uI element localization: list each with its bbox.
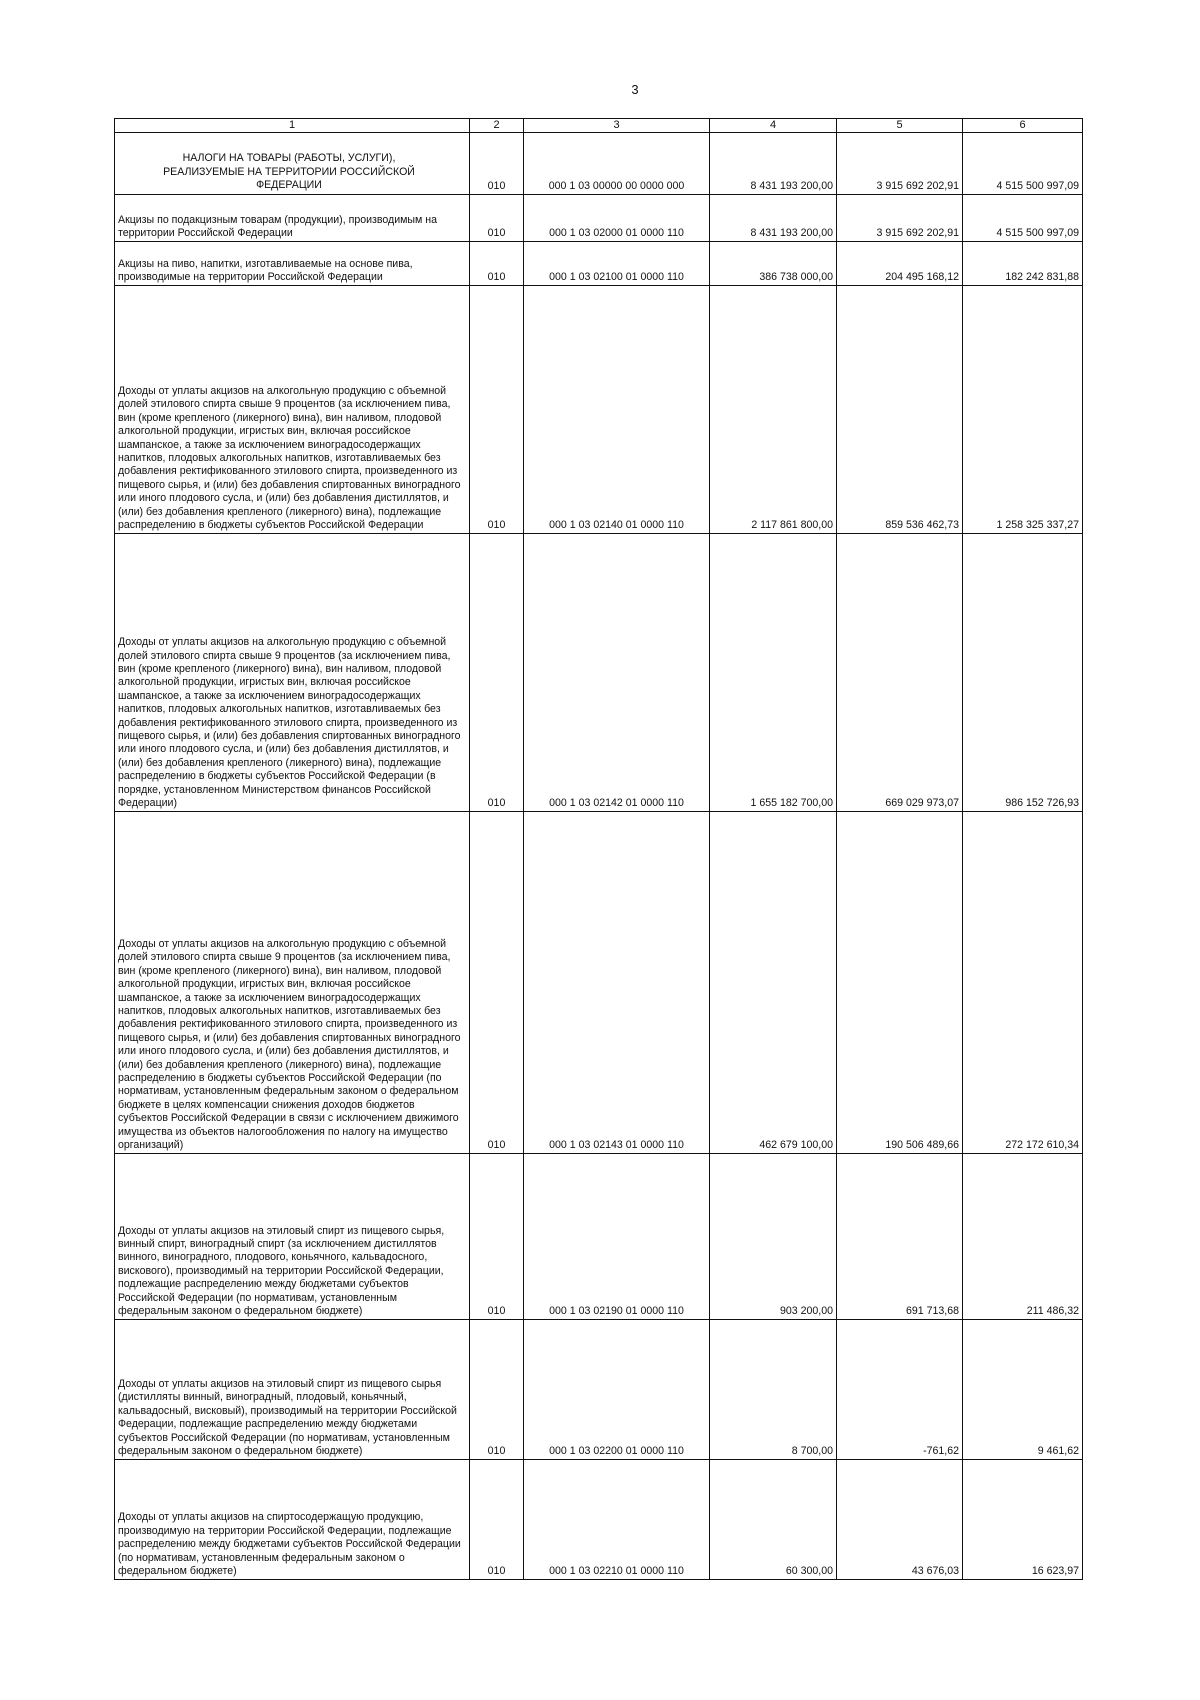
row-name: Акцизы на пиво, напитки, изготавливаемые на основе пива, производимые на территории Российской Федерации <box>115 242 470 286</box>
table-header-row <box>115 119 1083 133</box>
row-budget-code: 000 1 03 02000 01 0000 110 <box>524 195 710 242</box>
row-col5-value: -761,62 <box>837 1320 963 1460</box>
row-col6-value: 182 242 831,88 <box>963 242 1083 286</box>
header-col-1: 1 <box>115 119 470 133</box>
row-budget-code: 000 1 03 00000 00 0000 000 <box>524 133 710 195</box>
table-row <box>115 195 1083 242</box>
header-col-6: 6 <box>963 119 1083 133</box>
header-col-2: 2 <box>470 119 524 133</box>
row-name: Доходы от уплаты акцизов на этиловый спирт из пищевого сырья, винный спирт, виноградный спирт (за исключением дистиллятов винного, виноградного, плодового, коньячного, кальвадосного, вискового), производимый на территории Российской Федерации, подлежащие распределению между бюджетами субъектов Российской Федерации (по нормативам, установленным федеральным законом о федеральном бюджете) <box>115 1154 470 1320</box>
row-col5-value: 204 495 168,12 <box>837 242 963 286</box>
table-row <box>115 286 1083 534</box>
row-col6-value: 4 515 500 997,09 <box>963 195 1083 242</box>
row-col5-value: 859 536 462,73 <box>837 286 963 534</box>
row-name: НАЛОГИ НА ТОВАРЫ (РАБОТЫ, УСЛУГИ), РЕАЛИЗУЕМЫЕ НА ТЕРРИТОРИИ РОССИЙСКОЙ ФЕДЕРАЦИИ <box>115 133 470 195</box>
table-row <box>115 133 1083 195</box>
row-budget-code: 000 1 03 02143 01 0000 110 <box>524 812 710 1154</box>
row-col4-value: 8 431 193 200,00 <box>710 133 837 195</box>
table-row <box>115 242 1083 286</box>
row-name: Акцизы по подакцизным товарам (продукции), производимым на территории Российской Федерации <box>115 195 470 242</box>
row-budget-code: 000 1 03 02200 01 0000 110 <box>524 1320 710 1460</box>
table-row <box>115 534 1083 812</box>
row-line-code: 010 <box>470 534 524 812</box>
row-col4-value: 903 200,00 <box>710 1154 837 1320</box>
row-col6-value: 986 152 726,93 <box>963 534 1083 812</box>
table-row <box>115 1320 1083 1460</box>
row-col5-value: 669 029 973,07 <box>837 534 963 812</box>
row-name: Доходы от уплаты акцизов на алкогольную продукцию с объемной долей этилового спирта свыше 9 процентов (за исключением пива, вин (кроме крепленого (ликерного) вина), вин наливом, плодовой алкогольной продукции, игристых вин, включая российское шампанское, а также за исключением виноградосодержащих напитков, плодовых алкогольных напитков, изготавливаемых без добавления ректификованного этилового спирта, произведенного из пищевого сырья, и (или) без добавления спиртованных виноградного или иного плодового сусла, и (или) без добавления дистиллятов, и (или) без добавления крепленого (ликерного) вина), подлежащие распределению в бюджеты субъектов Российской Федерации <box>115 286 470 534</box>
row-name: Доходы от уплаты акцизов на этиловый спирт из пищевого сырья (дистилляты винный, виноградный, плодовый, коньячный, кальвадосный, висковый), производимый на территории Российской Федерации, подлежащие распределению между бюджетами субъектов Российской Федерации (по нормативам, установленным федеральным законом о федеральном бюджете) <box>115 1320 470 1460</box>
row-col4-value: 1 655 182 700,00 <box>710 534 837 812</box>
row-col6-value: 4 515 500 997,09 <box>963 133 1083 195</box>
row-col4-value: 2 117 861 800,00 <box>710 286 837 534</box>
row-col4-value: 8 700,00 <box>710 1320 837 1460</box>
row-col6-value: 211 486,32 <box>963 1154 1083 1320</box>
row-col6-value: 9 461,62 <box>963 1320 1083 1460</box>
table-row <box>115 1460 1083 1580</box>
row-line-code: 010 <box>470 195 524 242</box>
table-row <box>115 1154 1083 1320</box>
row-col4-value: 60 300,00 <box>710 1460 837 1580</box>
row-line-code: 010 <box>470 286 524 534</box>
row-budget-code: 000 1 03 02100 01 0000 110 <box>524 242 710 286</box>
budget-revenue-table <box>114 118 1083 1580</box>
row-budget-code: 000 1 03 02140 01 0000 110 <box>524 286 710 534</box>
row-col6-value: 1 258 325 337,27 <box>963 286 1083 534</box>
row-col4-value: 8 431 193 200,00 <box>710 195 837 242</box>
row-line-code: 010 <box>470 812 524 1154</box>
table-row <box>115 812 1083 1154</box>
row-line-code: 010 <box>470 1154 524 1320</box>
row-col6-value: 272 172 610,34 <box>963 812 1083 1154</box>
row-col5-value: 43 676,03 <box>837 1460 963 1580</box>
row-name: Доходы от уплаты акцизов на алкогольную продукцию с объемной долей этилового спирта свыше 9 процентов (за исключением пива, вин (кроме крепленого (ликерного) вина), вин наливом, плодовой алкогольной продукции, игристых вин, включая российское шампанское, а также за исключением виноградосодержащих напитков, плодовых алкогольных напитков, изготавливаемых без добавления ректификованного этилового спирта, произведенного из пищевого сырья, и (или) без добавления спиртованных виноградного или иного плодового сусла, и (или) без добавления дистиллятов, и (или) без добавления крепленого (ликерного) вина), подлежащие распределению в бюджеты субъектов Российской Федерации (в порядке, установленном Министерством финансов Российской Федерации) <box>115 534 470 812</box>
row-name: Доходы от уплаты акцизов на алкогольную продукцию с объемной долей этилового спирта свыше 9 процентов (за исключением пива, вин (кроме крепленого (ликерного) вина), вин наливом, плодовой алкогольной продукции, игристых вин, включая российское шампанское, а также за исключением виноградосодержащих напитков, плодовых алкогольных напитков, изготавливаемых без добавления ректификованного этилового спирта, произведенного из пищевого сырья, и (или) без добавления спиртованных виноградного или иного плодового сусла, и (или) без добавления дистиллятов, и (или) без добавления крепленого (ликерного) вина), подлежащие распределению в бюджеты субъектов Российской Федерации (по нормативам, установленным федеральным законом о федеральном бюджете в целях компенсации снижения доходов бюджетов субъектов Российской Федерации в связи с исключением движимого имущества из объектов налогообложения по налогу на имущество организаций) <box>115 812 470 1154</box>
row-budget-code: 000 1 03 02190 01 0000 110 <box>524 1154 710 1320</box>
page-number: 3 <box>631 82 639 97</box>
header-col-3: 3 <box>524 119 710 133</box>
row-col5-value: 691 713,68 <box>837 1154 963 1320</box>
row-col6-value: 16 623,97 <box>963 1460 1083 1580</box>
row-col5-value: 3 915 692 202,91 <box>837 133 963 195</box>
row-budget-code: 000 1 03 02210 01 0000 110 <box>524 1460 710 1580</box>
row-line-code: 010 <box>470 1460 524 1580</box>
row-col4-value: 386 738 000,00 <box>710 242 837 286</box>
row-budget-code: 000 1 03 02142 01 0000 110 <box>524 534 710 812</box>
header-col-4: 4 <box>710 119 837 133</box>
row-line-code: 010 <box>470 242 524 286</box>
row-line-code: 010 <box>470 133 524 195</box>
row-name: Доходы от уплаты акцизов на спиртосодержащую продукцию, производимую на территории Российской Федерации, подлежащие распределению между бюджетами субъектов Российской Федерации (по нормативам, установленным федеральным законом о федеральном бюджете) <box>115 1460 470 1580</box>
row-line-code: 010 <box>470 1320 524 1460</box>
row-col4-value: 462 679 100,00 <box>710 812 837 1154</box>
row-col5-value: 190 506 489,66 <box>837 812 963 1154</box>
header-col-5: 5 <box>837 119 963 133</box>
row-col5-value: 3 915 692 202,91 <box>837 195 963 242</box>
